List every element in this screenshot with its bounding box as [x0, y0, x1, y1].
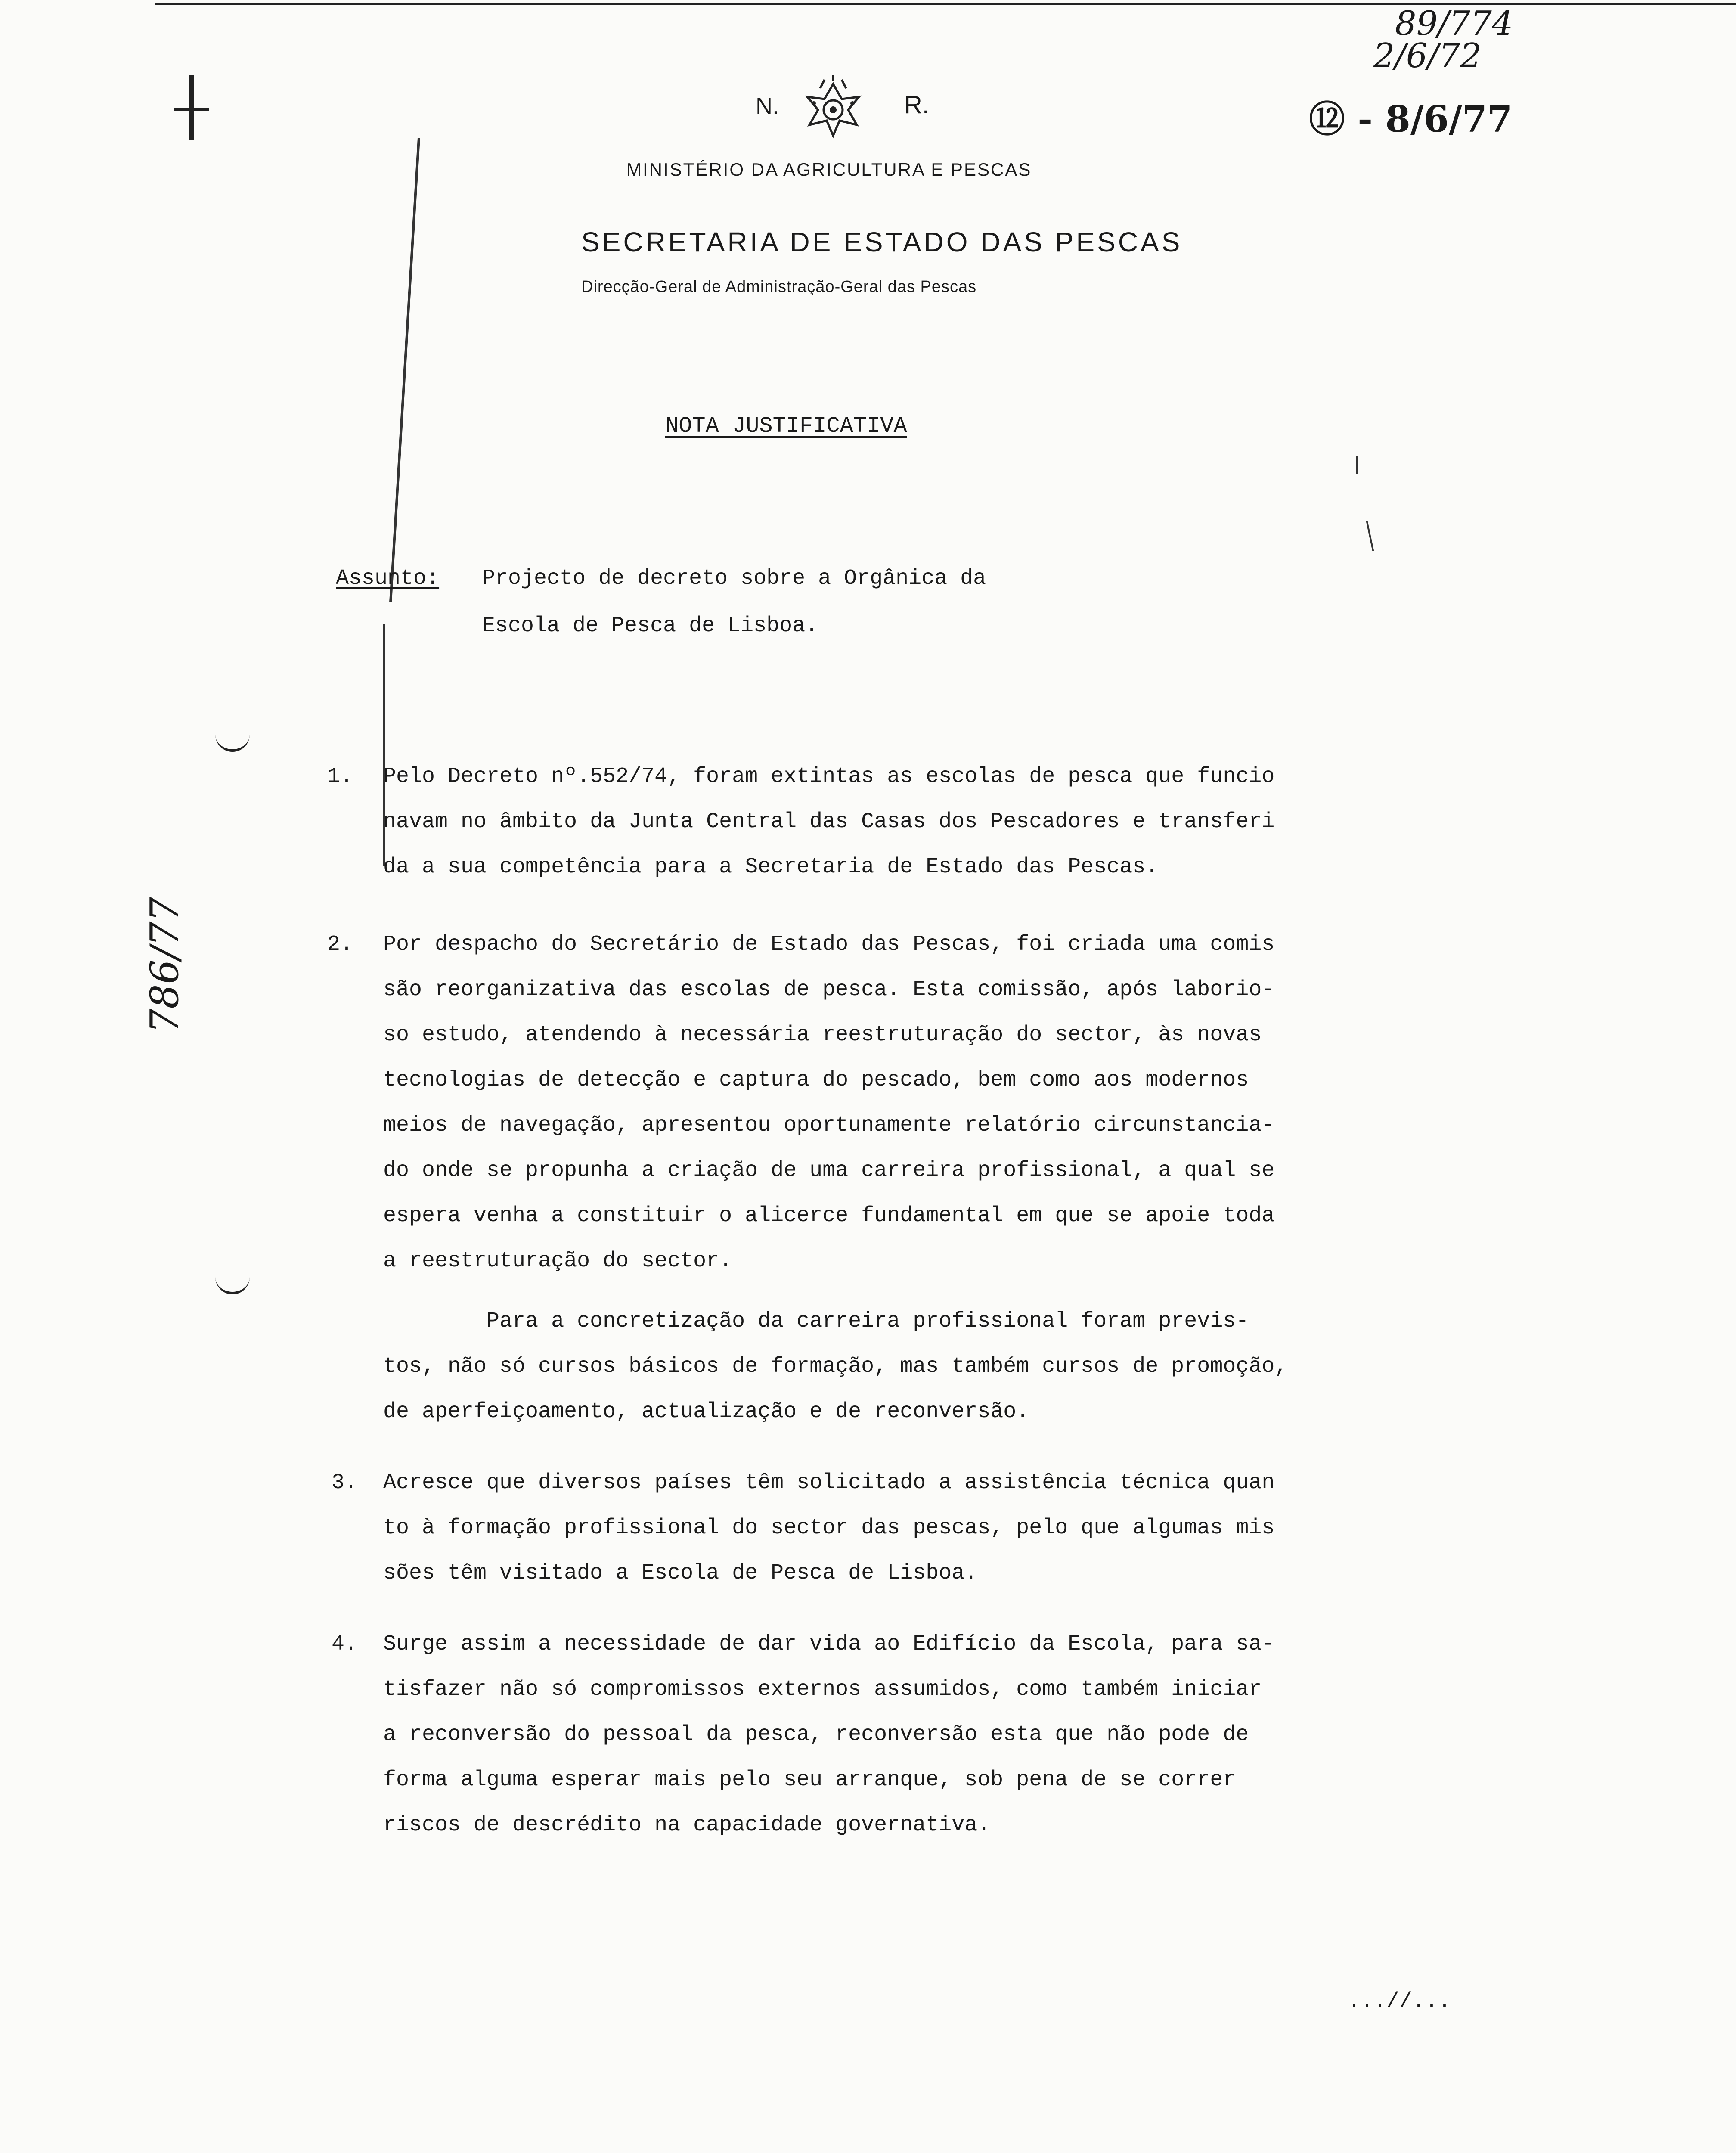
paragraph-line: navam no âmbito da Junta Central das Casas dos Pescadores e transferi [383, 810, 1275, 834]
paragraph-line: a reestruturação do sector. [383, 1249, 732, 1273]
paragraph-line: da a sua competência para a Secretaria de Estado das Pescas. [383, 855, 1159, 879]
margin-bracket-mark [215, 732, 250, 752]
paragraph-number: 4. [332, 1632, 358, 1657]
ministry-heading: MINISTÉRIO DA AGRICULTURA E PESCAS [626, 159, 1032, 180]
paragraph-line: meios de navegação, apresentou oportunamente relatório circunstancia- [383, 1113, 1275, 1138]
paragraph-line: Pelo Decreto nº.552/74, foram extintas as escolas de pesca que funcio [383, 764, 1275, 789]
paragraph-line: Acresce que diversos países têm solicitado a assistência técnica quan [383, 1470, 1275, 1495]
seal-left-mark: N. [756, 93, 779, 119]
subject-line: Escola de Pesca de Lisboa. [482, 614, 818, 638]
handwritten-date: 2/6/72 [1373, 37, 1482, 75]
handwritten-date-stamp: ⑫ - 8/6/77 [1309, 98, 1513, 140]
paragraph-line: Para a concretização da carreira profissional foram previs- [383, 1309, 1249, 1334]
margin-bracket-mark-lower [215, 1275, 250, 1294]
margin-pencil-line [389, 138, 420, 602]
seal-right-mark: R. [904, 91, 929, 119]
paragraph-line: a reconversão do pessoal da pesca, reconversão esta que não pode de [383, 1722, 1249, 1747]
direccao-heading: Direcção-Geral de Administração-Geral das Pescas [581, 278, 977, 296]
handwritten-reference: 89/774 [1395, 4, 1513, 43]
paragraph-line: de aperfeiçoamento, actualização e de reconversão. [383, 1399, 1029, 1424]
paragraph-number: 2. [327, 932, 353, 957]
paragraph-line: to à formação profissional do sector das pescas, pelo que algumas mis [383, 1516, 1275, 1540]
continuation-marker: ...//... [1348, 1989, 1451, 2014]
paragraph-line: tos, não só cursos básicos de formação, mas também cursos de promoção, [383, 1354, 1288, 1379]
subject-label: Assunto: [336, 566, 440, 591]
paragraph-line: forma alguma esperar mais pelo seu arranque, sob pena de se correr [383, 1768, 1236, 1792]
paragraph-number: 1. [327, 764, 353, 789]
paragraph-line: espera venha a constituir o alicerce fundamental em que se apoie toda [383, 1204, 1275, 1228]
paragraph-line: tecnologias de detecção e captura do pescado, bem como aos modernos [383, 1068, 1249, 1092]
secretaria-heading: SECRETARIA DE ESTADO DAS PESCAS [581, 226, 1183, 257]
document-title: NOTA JUSTIFICATIVA [665, 413, 907, 439]
paragraph-line: Por despacho do Secretário de Estado das Pescas, foi criada uma comis [383, 932, 1275, 957]
paragraph-line: tisfazer não só compromissos externos assumidos, como também iniciar [383, 1677, 1262, 1702]
coat-of-arms-icon [794, 75, 872, 140]
staple-mark-horizontal [174, 108, 209, 111]
paragraph-line: so estudo, atendendo à necessária reestruturação do sector, às novas [383, 1023, 1262, 1047]
handwritten-margin-note: 786/77 [142, 897, 187, 1033]
margin-tick-mark-small [1356, 456, 1358, 474]
paragraph-line: são reorganizativa das escolas de pesca. Esta comissão, após laborio- [383, 977, 1275, 1002]
paragraph-number: 3. [332, 1470, 358, 1495]
margin-tick-mark [1366, 521, 1374, 551]
subject-line: Projecto de decreto sobre a Orgânica da [482, 566, 986, 591]
paragraph-line: riscos de descrédito na capacidade governativa. [383, 1813, 991, 1837]
paragraph-line: Surge assim a necessidade de dar vida ao Edifício da Escola, para sa- [383, 1632, 1275, 1657]
paragraph-line: sões têm visitado a Escola de Pesca de Lisboa. [383, 1561, 978, 1585]
paragraph-line: do onde se propunha a criação de uma carreira profissional, a qual se [383, 1158, 1275, 1183]
